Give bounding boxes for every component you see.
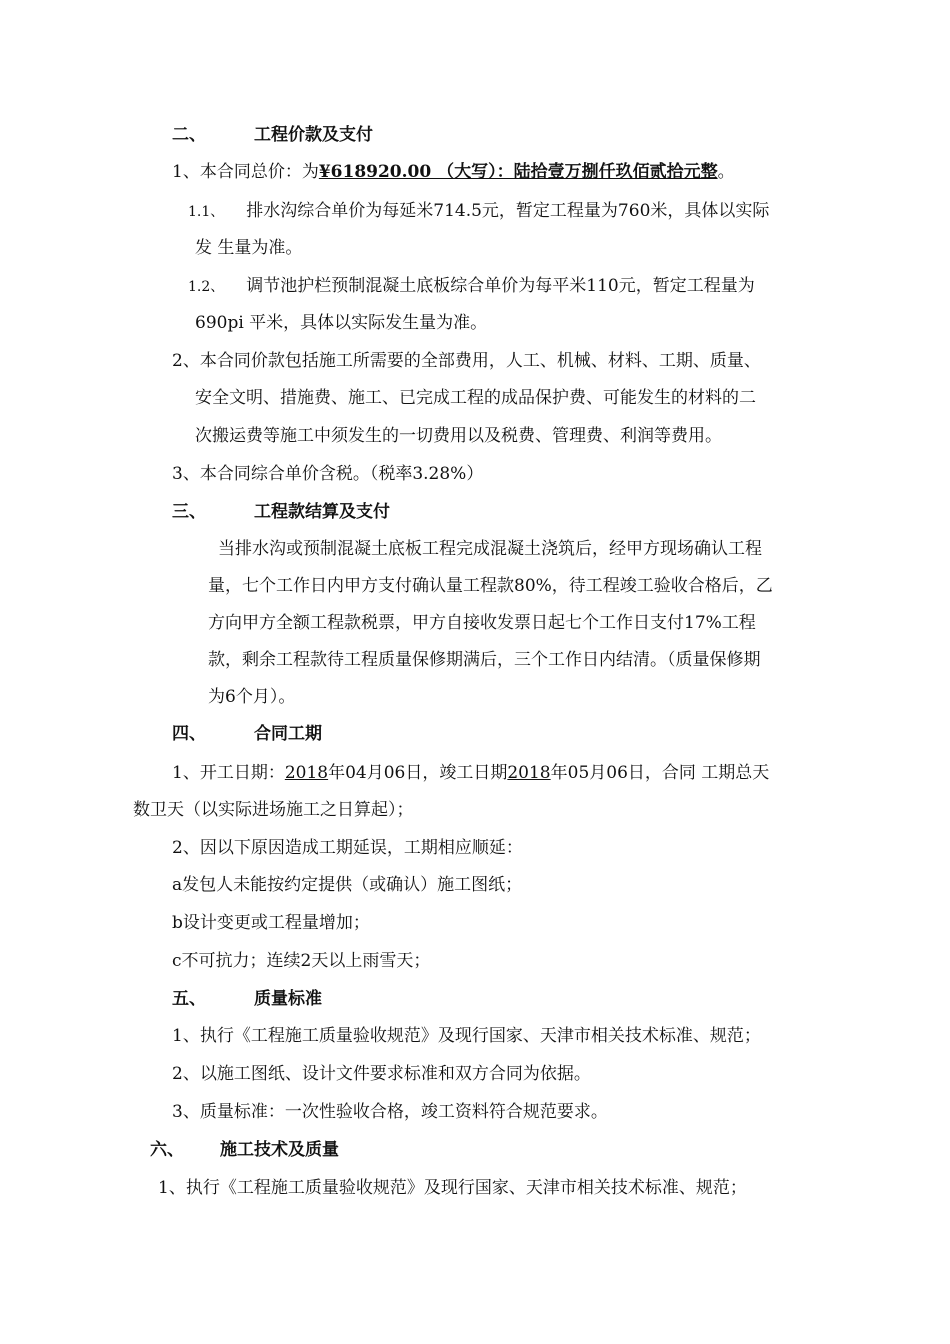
section-title: 合同工期: [254, 724, 322, 744]
clause-number: 1.2、: [188, 279, 225, 295]
start-year: 2018: [284, 763, 329, 783]
section-number: 六、: [150, 1140, 184, 1160]
clause-2-line-1: 2、本合同价款包括施工所需要的全部费用，人工、机械、材料、工期、质量、: [172, 351, 761, 371]
settlement-para-line-3: 方向甲方全额工程款税票，甲方自接收发票日起七个工作日支付17%工程: [208, 613, 756, 633]
section-number: 二、: [172, 125, 206, 145]
section-title: 质量标准: [254, 989, 322, 1009]
section-heading-4: [172, 722, 322, 746]
end-year: 2018: [507, 763, 551, 783]
section-number: 五、: [172, 989, 206, 1009]
section-number: 三、: [172, 502, 206, 522]
contract-total-amount: ¥618920.00 （大写）：陆拾壹万捌仟玖佰贰拾元整: [318, 162, 718, 182]
delay-clause: 2、因以下原因造成工期延误，工期相应顺延：: [172, 838, 523, 858]
section-heading-6: [150, 1138, 339, 1162]
settlement-para-line-5: 为6个月）。: [208, 687, 296, 707]
schedule-dates-cont: 数卫天（以实际进场施工之日算起）；: [133, 800, 414, 820]
clause-1-2: 1.2、 调节池护栏预制混凝土底板综合单价为每平米110元，暂定工程量为: [188, 276, 755, 296]
schedule-dates-line: 1、开工日期：2018年04月06日，竣工日期2018年05月06日，合同 工期总天: [172, 763, 770, 783]
technique-item-1: 1、执行《工程施工质量验收规范》及现行国家、天津市相关技术标准、规范；: [158, 1178, 747, 1198]
section-title: 工程款结算及支付: [254, 502, 390, 522]
delay-item-a: a发包人未能按约定提供（或确认）施工图纸；: [172, 875, 523, 895]
clause-1-2-cont: 690pi 平米，具体以实际发生量为准。: [195, 313, 488, 333]
settlement-para-line-2: 量，七个工作日内甲方支付确认量工程款80%，待工程竣工验收合格后，乙: [208, 576, 773, 596]
clause-2-line-3: 次搬运费等施工中须发生的一切费用以及税费、管理费、利润等费用。: [195, 426, 722, 446]
section-heading-3: [172, 500, 390, 524]
quality-item-2: 2、以施工图纸、设计文件要求标准和双方合同为依据。: [172, 1064, 591, 1084]
quality-item-1: 1、执行《工程施工质量验收规范》及现行国家、天津市相关技术标准、规范；: [172, 1026, 761, 1046]
section-heading-5: [172, 987, 322, 1011]
clause-1-1-cont: 发 生量为准。: [195, 238, 303, 258]
quality-item-3: 3、质量标准：一次性验收合格，竣工资料符合规范要求。: [172, 1102, 608, 1122]
section-number: 四、: [172, 724, 206, 744]
section-heading-2: [172, 123, 373, 147]
clause-3: 3、本合同综合单价含税。（税率3.28%）: [172, 464, 484, 484]
delay-item-b: b设计变更或工程量增加；: [172, 913, 370, 933]
section-title: 施工技术及质量: [220, 1140, 339, 1160]
settlement-para-line-4: 款，剩余工程款待工程质量保修期满后，三个工作日内结清。（质量保修期: [208, 650, 761, 670]
settlement-para-line-1: 当排水沟或预制混凝土底板工程完成混凝土浇筑后，经甲方现场确认工程: [218, 539, 762, 559]
delay-item-c: c不可抗力；连续2天以上雨雪天；: [172, 951, 431, 971]
section-title: 工程价款及支付: [254, 125, 373, 145]
clause-1-1: 1.1、 排水沟综合单价为每延米714.5元，暂定工程量为760米，具体以实际: [188, 201, 770, 221]
contract-total-line: 1、本合同总价：为¥618920.00 （大写）：陆拾壹万捌仟玖佰贰拾元整。: [172, 162, 735, 182]
clause-number: 1.1、: [188, 204, 225, 220]
clause-2-line-2: 安全文明、措施费、施工、已完成工程的成品保护费、可能发生的材料的二: [195, 388, 756, 408]
